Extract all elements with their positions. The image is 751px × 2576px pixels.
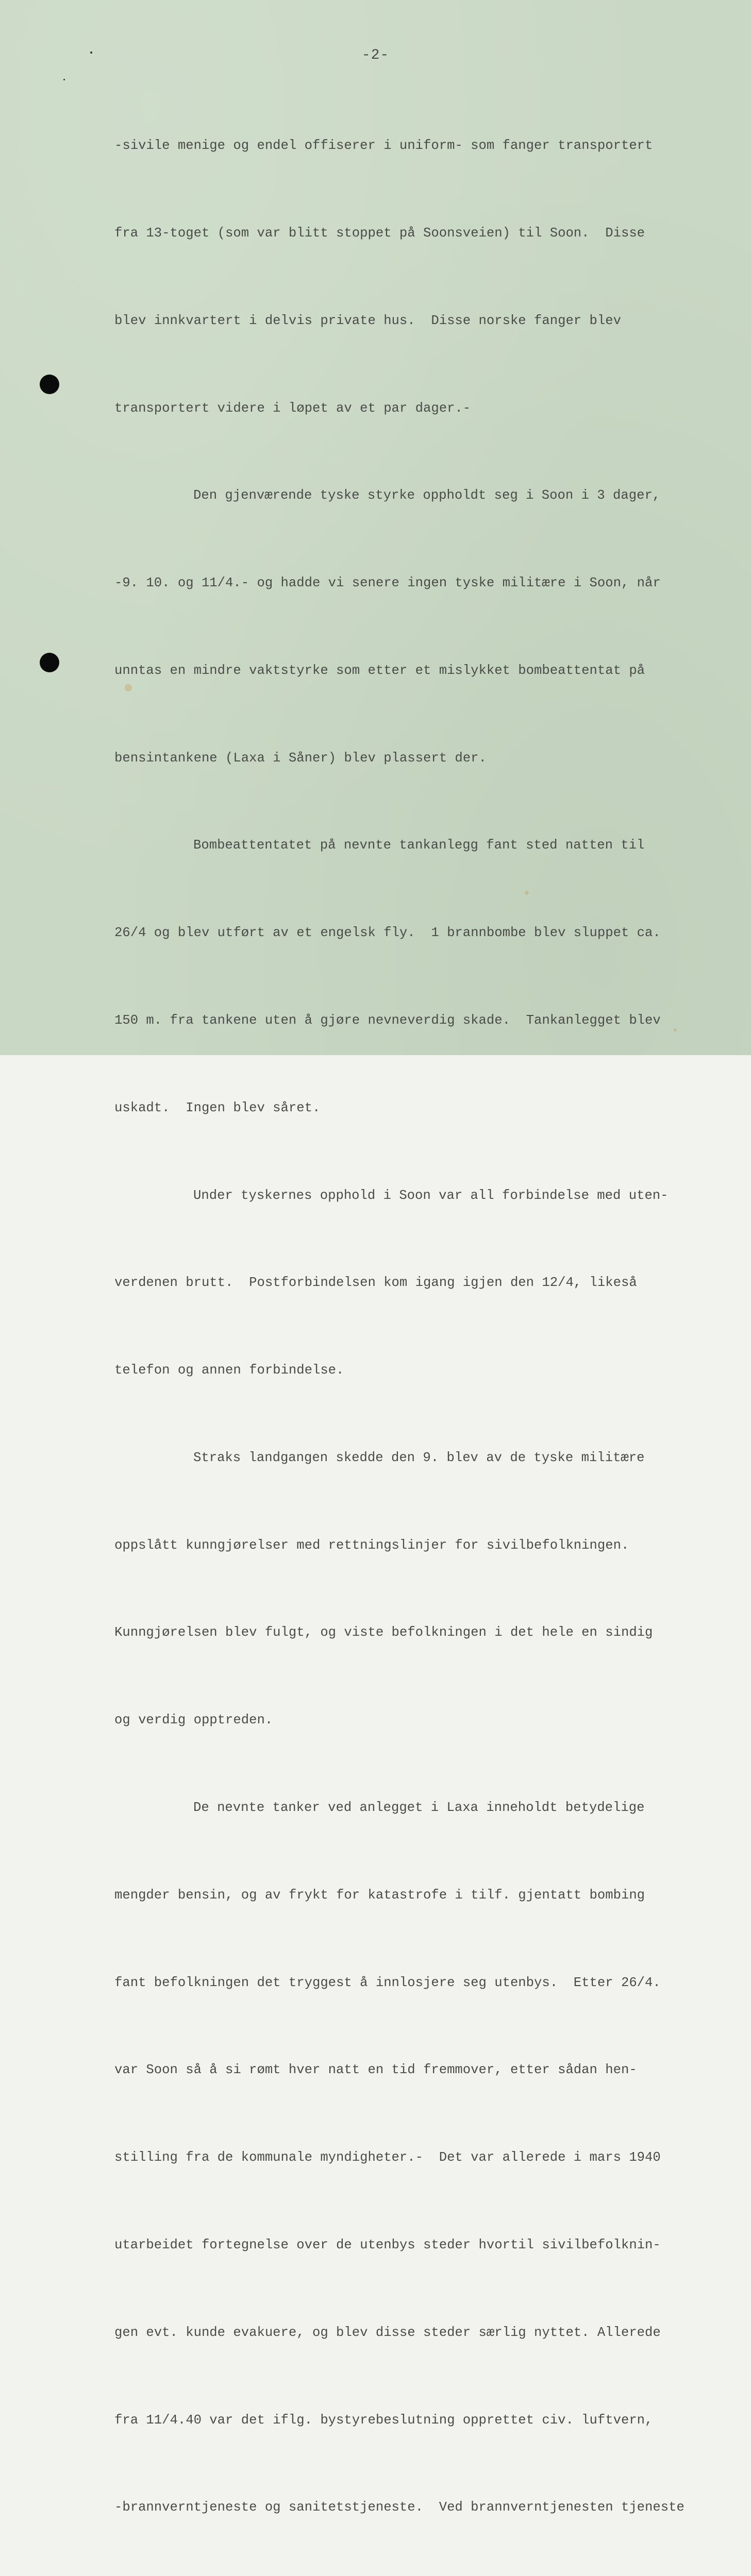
- text-line: gen evt. kunde evakuere, og blev disse steder særlig nyttet. Allerede: [114, 2325, 661, 2340]
- text-line: Under tyskernes opphold i Soon var all forbindelse med uten-: [193, 1188, 669, 1203]
- text-line: var Soon så å si rømt hver natt en tid fremmover, etter sådan hen-: [114, 2062, 637, 2078]
- text-line: utarbeidet fortegnelse over de utenbys steder hvortil sivilbefolknin-: [114, 2237, 661, 2252]
- punch-hole: [40, 653, 59, 672]
- text-line: bensintankene (Laxa i Såner) blev plassert der.: [114, 750, 487, 766]
- text-line: telefon og annen forbindelse.: [114, 1363, 344, 1378]
- text-line: Kunngjørelsen blev fulgt, og viste befolkningen i det hele en sindig: [114, 1625, 653, 1640]
- text-line: 150 m. fra tankene uten å gjøre nevneverdig skade. Tankanlegget blev: [114, 1013, 661, 1028]
- text-line: fant befolkningen det tryggest å innlosjere seg utenbys. Etter 26/4.: [114, 1975, 661, 1990]
- text-line: blev innkvartert i delvis private hus. Disse norske fanger blev: [114, 313, 621, 328]
- text-line: Bombeattentatet på nevnte tankanlegg fant sted natten til: [193, 838, 645, 853]
- punch-hole: [40, 375, 59, 394]
- text-line: Straks landgangen skedde den 9. blev av de tyske militære: [193, 1450, 645, 1465]
- text-line: Den gjenværende tyske styrke oppholdt seg i Soon i 3 dager,: [193, 488, 661, 503]
- page-number: -2-: [361, 47, 390, 63]
- text-line: unntas en mindre vaktstyrke som etter et mislykket bombeattentat på: [114, 663, 645, 678]
- text-line: -brannverntjeneste og sanitetstjeneste. Ved brannverntjenesten tjeneste: [114, 2500, 685, 2515]
- text-line: transportert videre i løpet av et par dager.-: [114, 400, 471, 416]
- typed-text-body: [114, 73, 733, 2576]
- text-line: fra 11/4.40 var det iflg. bystyrebeslutning opprettet civ. luftvern,: [114, 2412, 653, 2428]
- text-line: De nevnte tanker ved anlegget i Laxa inneholdt betydelige: [193, 1800, 645, 1816]
- text-line: uskadt. Ingen blev såret.: [114, 1100, 321, 1115]
- text-line: fra 13-toget (som var blitt stoppet på Soonsveien) til Soon. Disse: [114, 225, 645, 241]
- ink-speck: [63, 79, 65, 80]
- text-line: stilling fra de kommunale myndigheter.- Det var allerede i mars 1940: [114, 2150, 661, 2165]
- text-line: og verdig opptreden.: [114, 1713, 273, 1728]
- text-line: oppslått kunngjørelser med rettningslinjer for sivilbefolkningen.: [114, 1537, 629, 1553]
- text-line: -sivile menige og endel offiserer i uniform- som fanger transportert: [114, 138, 653, 154]
- text-line: -9. 10. og 11/4.- og hadde vi senere ingen tyske militære i Soon, når: [114, 575, 661, 591]
- text-line: mengder bensin, og av frykt for katastrofe i tilf. gjentatt bombing: [114, 1887, 645, 1903]
- text-line: 26/4 og blev utført av et engelsk fly. 1 brannbombe blev sluppet ca.: [114, 925, 661, 941]
- text-line: verdenen brutt. Postforbindelsen kom igang igjen den 12/4, likeså: [114, 1275, 637, 1291]
